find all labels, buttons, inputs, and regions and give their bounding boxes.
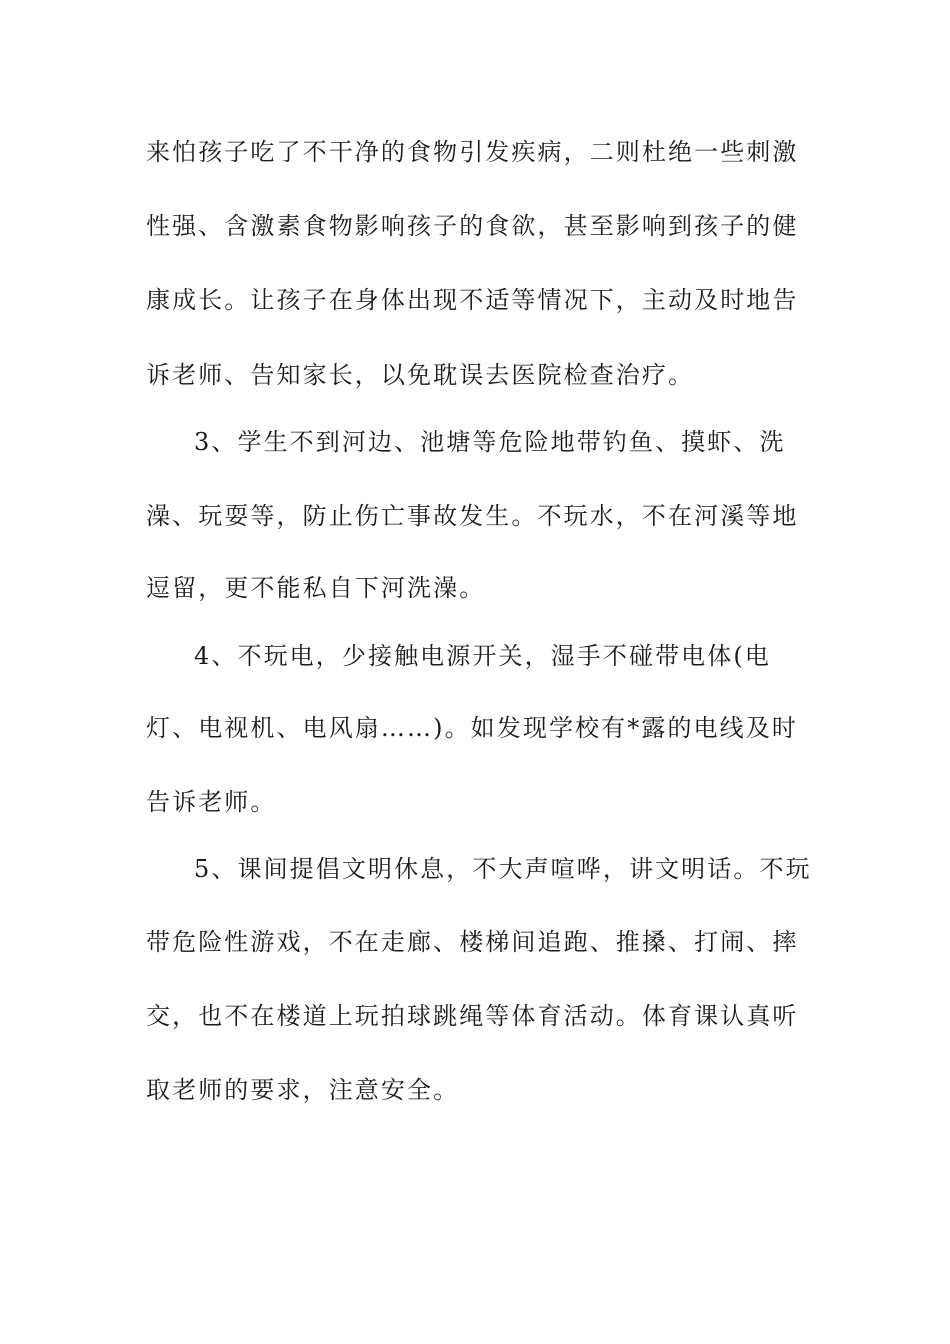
text-line: 灯、电视机、电风扇……)。如发现学校有*露的电线及时	[146, 714, 798, 742]
text-line: 诉老师、告知家长，以免耽误去医院检查治疗。	[146, 361, 695, 389]
paragraph-3-start: 3、学生不到河边、池塘等危险地带钓鱼、摸虾、洗	[194, 428, 786, 456]
text-line: 康成长。让孩子在身体出现不适等情况下，主动及时地告	[146, 286, 799, 314]
text-line: 性强、含激素食物影响孩子的食欲，甚至影响到孩子的健	[146, 212, 799, 240]
text-line: 逗留，更不能私自下河洗澡。	[146, 574, 486, 602]
text-line: 来怕孩子吃了不干净的食物引发疾病，二则杜绝一些刺激	[146, 138, 799, 166]
text-line: 交，也不在楼道上玩拍球跳绳等体育活动。体育课认真听	[146, 1002, 799, 1030]
paragraph-5-start: 5、课间提倡文明休息，不大声喧哗，讲文明话。不玩	[194, 855, 812, 883]
text-line: 带危险性游戏，不在走廊、楼梯间追跑、推搡、打闹、摔	[146, 928, 799, 956]
text-line: 取老师的要求，注意安全。	[146, 1076, 460, 1104]
text-line: 澡、玩耍等，防止伤亡事故发生。不玩水，不在河溪等地	[146, 502, 799, 530]
text-line: 告诉老师。	[146, 788, 277, 816]
paragraph-4-start: 4、不玩电，少接触电源开关，湿手不碰带电体(电	[194, 642, 771, 670]
